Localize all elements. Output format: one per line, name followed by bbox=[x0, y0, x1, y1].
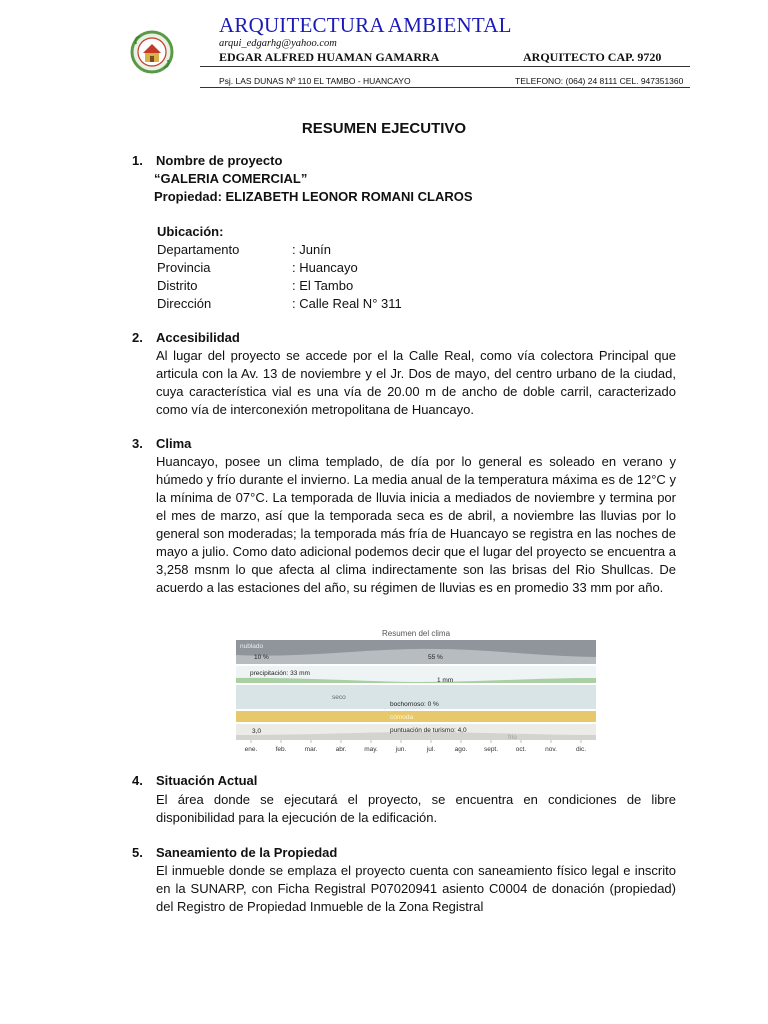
section-number: 5. bbox=[132, 845, 143, 860]
section-number: 3. bbox=[132, 436, 143, 451]
month-label: abr. bbox=[335, 746, 347, 753]
section-5-heading bbox=[132, 845, 337, 860]
document-title: RESUMEN EJECUTIVO bbox=[301, 120, 467, 137]
section-1-heading bbox=[132, 153, 282, 168]
firm-phone: TELEFONO: (064) 24 8111 CEL. 947351360 bbox=[515, 76, 684, 86]
cloud-max-label: 55 % bbox=[428, 654, 443, 661]
section-number: 1. bbox=[132, 153, 143, 168]
cloud-label: nublado bbox=[240, 643, 264, 650]
climate-summary-chart bbox=[232, 624, 600, 756]
location-label: Dirección bbox=[157, 296, 212, 311]
humidity-value-label: bochornoso: 0 % bbox=[390, 701, 439, 708]
location-heading: Ubicación: bbox=[157, 224, 224, 239]
header-divider bbox=[200, 66, 690, 67]
section-3-heading bbox=[132, 436, 191, 451]
header-divider-bottom bbox=[200, 87, 690, 88]
section-title: Saneamiento de la Propiedad bbox=[156, 845, 338, 860]
project-name: “GALERIA COMERCIAL” bbox=[154, 171, 308, 186]
firm-address: Psj. LAS DUNAS Nº 110 EL TAMBO - HUANCAYO bbox=[219, 76, 411, 86]
month-label: sept. bbox=[483, 746, 499, 753]
month-label: ene. bbox=[244, 746, 258, 753]
location-label: Provincia bbox=[157, 260, 211, 275]
project-owner: Propiedad: ELIZABETH LEONOR ROMANI CLAROS bbox=[154, 189, 473, 204]
tourism-max-label: puntuación de turismo: 4,0 bbox=[390, 727, 467, 734]
section-4-heading bbox=[132, 773, 257, 788]
month-label: jun. bbox=[395, 746, 407, 753]
section-2-heading bbox=[132, 330, 240, 345]
location-label: Distrito bbox=[157, 278, 198, 293]
month-label: oct. bbox=[515, 746, 527, 753]
location-value: : Junín bbox=[292, 242, 332, 257]
precip-min-label: 1 mm bbox=[437, 677, 454, 684]
climate-text: Huancayo, posee un clima templado, de día por lo general es soleado en verano y húmedo y frío durante el invierno. La media anual de la temperatura máxima es de 12°C y la mínima de 07°C. La temporada de lluvia inicia a mediados de noviembre y termina por el mes de marzo, así que la temporada seca es de abril, a noviembre las lluvias por lo general son moderadas; la temporada más fría de Huancayo se registra en las noches de mayo a julio. Como dato adicional podemos decir que el lugar del proyecto se encuentra a 3,258 msnm lo que afecta al clima indirectamente son las brisas del Rio Shullcas. De acuerdo a las estaciones del año, su régimen de lluvias es en promedio 33 mm por año. bbox=[156, 454, 676, 595]
accessibility-text: Al lugar del proyecto se accede por el la Calle Real, como vía colectora Principal que articula con la Av. 13 de noviembre y el Jr. Dos de mayo, del centro urbano de la ciudad, cuya característica vial es una vía de 20.00 m de ancho de doble carril, caracterizado como vía de interconexión metropolitana de Huancayo. bbox=[156, 348, 676, 417]
location-value: : Huancayo bbox=[292, 260, 358, 275]
humidity-label: seco bbox=[332, 694, 346, 701]
month-label: ago. bbox=[454, 746, 468, 753]
section-title: Nombre de proyecto bbox=[156, 153, 283, 168]
section-title: Accesibilidad bbox=[156, 330, 240, 345]
firm-email: arqui_edgarhg@yahoo.com bbox=[219, 38, 337, 49]
section-title: Clima bbox=[156, 436, 192, 451]
section-number: 4. bbox=[132, 773, 143, 788]
month-label: dic. bbox=[575, 746, 587, 753]
cloud-min-label: 10 % bbox=[254, 654, 269, 661]
month-label: feb. bbox=[275, 746, 287, 753]
section-number: 2. bbox=[132, 330, 143, 345]
temperature-band bbox=[236, 711, 596, 722]
current-situation-text: El área donde se ejecutará el proyecto, se encuentra en condiciones de libre disponibilidad para la ejecución de la edificación. bbox=[156, 792, 676, 825]
location-value: : El Tambo bbox=[292, 278, 354, 293]
temperature-label: cómoda bbox=[390, 714, 414, 721]
firm-title: ARQUITECTURA AMBIENTAL bbox=[219, 13, 512, 37]
climate-chart-title: Resumen del clima bbox=[381, 629, 451, 638]
location-value: : Calle Real N° 311 bbox=[292, 296, 402, 311]
tourism-cold-label: frío bbox=[508, 735, 517, 741]
month-label: nov. bbox=[545, 746, 557, 753]
firm-logo bbox=[130, 30, 174, 74]
tourism-min-label: 3,0 bbox=[252, 728, 262, 735]
property-sanitation-text: El inmueble donde se emplaza el proyecto cuenta con saneamiento físico legal e inscrito en la SUNARP, con Ficha Registral P07020941 asiento C0004 de donación (propiedad) del Registro de Propiedad Inmueble de la Zona Registral bbox=[156, 863, 676, 914]
architect-name: EDGAR ALFRED HUAMAN GAMARRA bbox=[219, 50, 440, 64]
section-title: Situación Actual bbox=[156, 773, 258, 788]
month-label: mar. bbox=[304, 746, 318, 753]
month-label: may. bbox=[364, 746, 378, 753]
month-label: jul. bbox=[426, 746, 436, 753]
location-label: Departamento bbox=[157, 242, 240, 257]
architect-cap: ARQUITECTO CAP. 9720 bbox=[523, 50, 662, 64]
precip-label: precipitación: 33 mm bbox=[250, 670, 310, 677]
